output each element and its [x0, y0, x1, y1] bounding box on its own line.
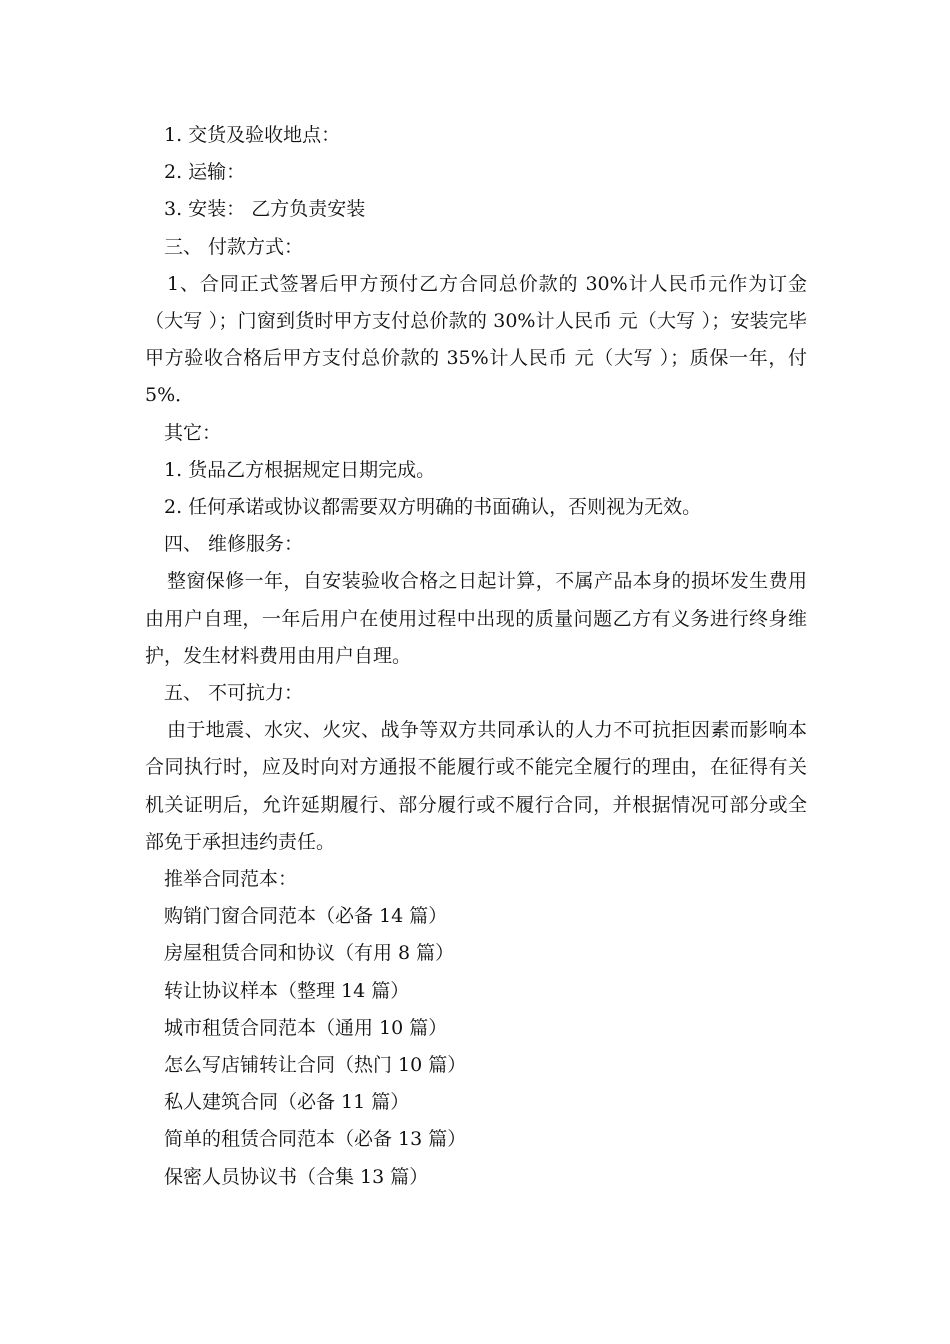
recommend-link-2[interactable]: 房屋租赁合同和协议（有用 8 篇） [164, 942, 455, 965]
delivery-item-2: 2. 运输： [164, 161, 246, 184]
document-page [145, 117, 807, 1196]
recommend-link-3[interactable]: 转让协议样本（整理 14 篇） [164, 979, 410, 1002]
force-majeure-paragraph: 由于地震、水灾、火灾、战争等双方共同承认的人力不可抗拒因素而影响本合同执行时，应及时向对方通报不能履行或不能完全履行的理由，在征得有关机关证明后，允许延期履行、部分履行或不履行合同，并根据情况可部分或全部免于承担违约责任。 [145, 719, 807, 853]
force-majeure-heading: 五、 不可抗力： [164, 682, 304, 705]
recommend-link-8[interactable]: 保密人员协议书（合集 13 篇） [164, 1165, 429, 1188]
other-heading: 其它： [164, 421, 222, 444]
delivery-item-1: 1. 交货及验收地点： [164, 124, 341, 146]
payment-paragraph: 1、合同正式签署后甲方预付乙方合同总价款的 30%计人民币元作为订金（大写 ）；门窗到货时甲方支付总价款的 30%计人民币 元（大写 ）；安装完毕甲方验收合格后甲方支付总价款的 35%计人民币 元（大写 ）；质保一年，付 5%． [145, 272, 807, 407]
maintenance-paragraph: 整窗保修一年，自安装验收合格之日起计算，不属产品本身的损坏发生费用由用户自理，一年后用户在使用过程中出现的质量问题乙方有义务进行终身维护，发生材料费用由用户自理。 [145, 570, 807, 667]
delivery-item-3: 3. 安装： 乙方负责安装 [164, 198, 366, 221]
other-item-1: 1. 货品乙方根据规定日期完成。 [164, 458, 436, 481]
recommend-link-5[interactable]: 怎么写店铺转让合同（热门 10 篇） [164, 1054, 467, 1077]
maintenance-heading: 四、 维修服务： [164, 533, 304, 556]
recommend-link-6[interactable]: 私人建筑合同（必备 11 篇） [164, 1091, 410, 1114]
other-item-2: 2. 任何承诺或协议都需要双方明确的书面确认，否则视为无效。 [164, 496, 702, 519]
recommend-heading: 推举合同范本： [164, 868, 298, 891]
recommend-link-1[interactable]: 购销门窗合同范本（必备 14 篇） [164, 905, 448, 928]
payment-heading: 三、 付款方式： [164, 235, 304, 258]
recommend-link-4[interactable]: 城市租赁合同范本（通用 10 篇） [164, 1016, 448, 1039]
recommend-link-7[interactable]: 简单的租赁合同范本（必备 13 篇） [164, 1128, 467, 1151]
